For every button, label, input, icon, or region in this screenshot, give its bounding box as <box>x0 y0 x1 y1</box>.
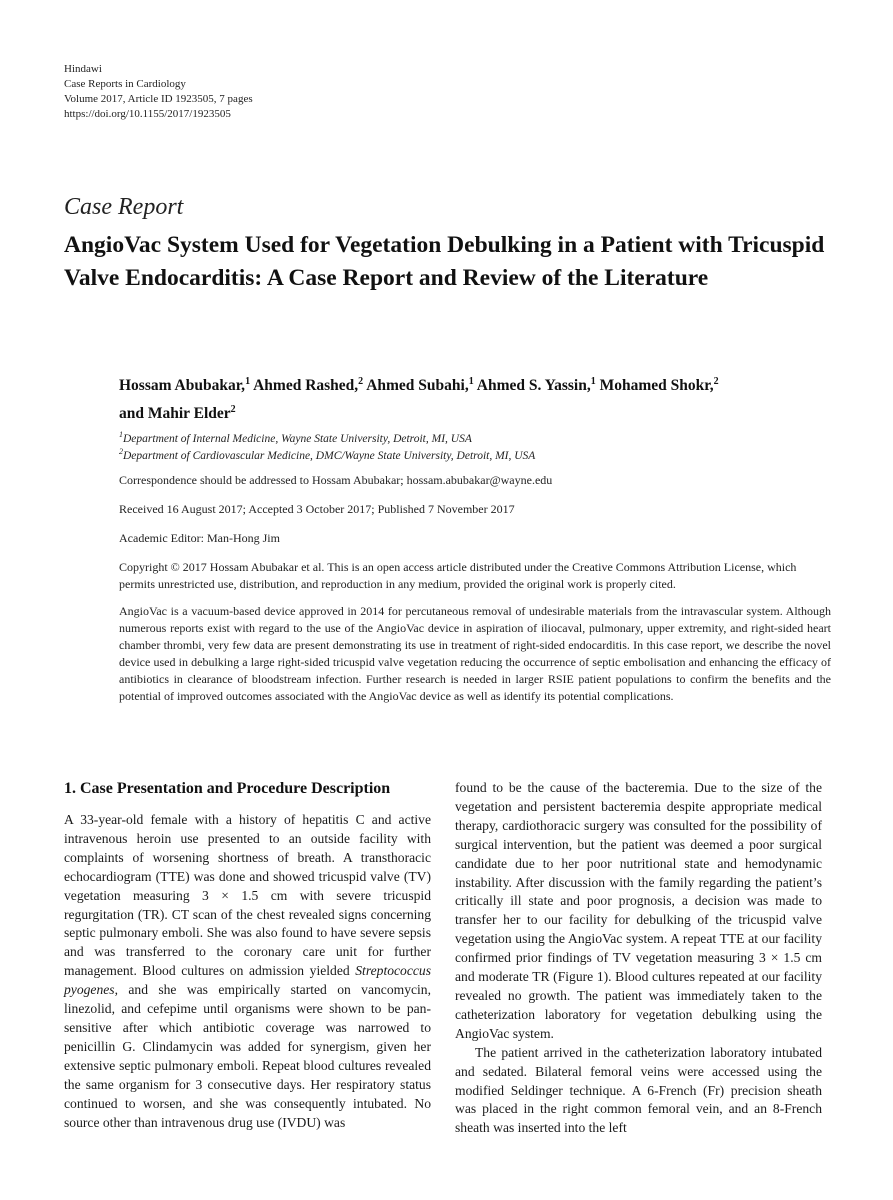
author-name: and Mahir Elder <box>119 405 231 423</box>
copyright-notice: Copyright © 2017 Hossam Abubakar et al. This is an open access article distributed under the Creative Commons Attribution License, which permits unrestricted use, distribution, and reproduction in any medium, provided the original work is properly cited. <box>119 560 797 591</box>
journal-header <box>64 62 253 122</box>
volume-info: Volume 2017, Article ID 1923505, 7 pages <box>64 93 253 105</box>
author-affiliation-mark: 2 <box>230 404 236 416</box>
body-text: A 33-year-old female with a history of hepatitis C and active intravenous heroin use presented to an outside facility with complaints of worsening shortness of breath. A transthoracic echocardiogram (TTE) was done and showed tricuspid valve (TV) vegetation measuring 3 × 1.5 cm with severe tricuspid regurgitation (TR). CT scan of the chest revealed signs concerning septic pulmonary emboli. She was also found to have severe sepsis and was transferred to the coronary care unit for further management. Blood cultures on admission yielded <box>64 812 431 979</box>
body-paragraph: found to be the cause of the bacteremia. Due to the size of the vegetation and persistent bacteremia despite appropriate medical therapy, cardiothoracic surgery was consulted for the possibility of surgical intervention, but the patient was deemed a poor surgical candidate due to her poor nutritional state and hemodynamic instability. After discussion with the family regarding the patient’s critically ill state and poor prognosis, a decision was made to transfer her to our facility for debulking of the tricuspid valve vegetation using the AngioVac system. A repeat TTE at our facility confirmed prior findings of TV vegetation measuring 3 × 1.5 cm and moderate TR (Figure 1). Blood cultures repeated at our facility revealed no growth. The patient was immediately taken to the catheterization laboratory for vegetation debulking using the AngioVac system. <box>455 780 822 1041</box>
affiliation-2 <box>119 444 839 464</box>
journal-name: Case Reports in Cardiology <box>64 78 186 90</box>
author-affiliation-mark: 1 <box>245 376 251 387</box>
author-name: Ahmed S. Yassin, <box>476 377 591 395</box>
author-affiliation-mark: 2 <box>713 376 719 387</box>
publisher-name: Hindawi <box>64 63 102 75</box>
body-paragraph: The patient arrived in the catheterization laboratory intubated and sedated. Bilateral femoral veins were accessed using the modified Seldinger technique. A 6-French (Fr) precision sheath was placed in the right common femoral vein, and an 8-French sheath was inserted into the left <box>455 1044 822 1136</box>
species-name: Streptococcus pyogenes <box>64 963 431 998</box>
body-column-left <box>64 811 431 1132</box>
author-name: Mohamed Shokr, <box>599 377 714 395</box>
article-type: Case Report <box>64 194 184 220</box>
affiliation-text: Department of Internal Medicine, Wayne State University, Detroit, MI, USA <box>123 432 472 445</box>
section-heading: 1. Case Presentation and Procedure Description <box>64 780 391 797</box>
body-paragraph <box>64 811 431 1132</box>
doi-link[interactable]: https://doi.org/10.1155/2017/1923505 <box>64 108 231 120</box>
academic-editor: Academic Editor: Man-Hong Jim <box>119 531 280 545</box>
author-name: Ahmed Subahi, <box>366 377 469 395</box>
author-affiliation-mark: 1 <box>590 376 596 387</box>
author-name: Hossam Abubakar, <box>119 377 246 395</box>
affiliation-text: Department of Cardiovascular Medicine, DMC/Wayne State University, Detroit, MI, USA <box>123 449 536 462</box>
publication-dates: Received 16 August 2017; Accepted 3 October 2017; Published 7 November 2017 <box>119 502 515 516</box>
abstract-text: AngioVac is a vacuum-based device approved in 2014 for percutaneous removal of undesirable materials from the intravascular system. Although numerous reports exist with regard to the use of the AngioVac device in aspiration of iliocaval, pulmonary, upper extremity, and right-sided heart chamber thrombi, very few data are present demonstrating its use in treatment of right-sided endocarditis. In this case report, we describe the novel device used in debulking a large right-sided tricuspid valve vegetation reducing the occurrence of septic embolisation and enhancing the efficacy of antibiotics in clearance of bloodstream infection. Further research is needed in larger RSIE patient populations to confirm the benefits and the potential of improved outcomes associated with the AngioVac device as well as identify its potential complications. <box>119 604 831 703</box>
article-title: AngioVac System Used for Vegetation Debulking in a Patient with Tricuspid Valve Endocarditis: A Case Report and Review of the Literature <box>64 232 825 291</box>
author-list <box>119 370 839 426</box>
affiliation-number: 2 <box>119 447 123 456</box>
correspondence-line: Correspondence should be addressed to Hossam Abubakar; hossam.abubakar@wayne.edu <box>119 473 553 487</box>
body-text: , and she was empirically started on vancomycin, linezolid, and cefepime until organisms were shown to be pan-sensitive after which antibiotic coverage was narrowed to penicillin G. Clindamycin was added for synergism, given her extensive septic pulmonary emboli. Repeat blood cultures revealed the same organism for 3 consecutive days. Her respiratory status continued to worsen, and she was consequently intubated. No source other than intravenous drug use (IVDU) was <box>64 982 431 1130</box>
author-affiliation-mark: 1 <box>468 376 474 387</box>
body-column-right <box>455 779 822 1138</box>
author-name: Ahmed Rashed, <box>253 377 359 395</box>
affiliation-number: 1 <box>119 430 123 439</box>
author-affiliation-mark: 2 <box>358 376 364 387</box>
